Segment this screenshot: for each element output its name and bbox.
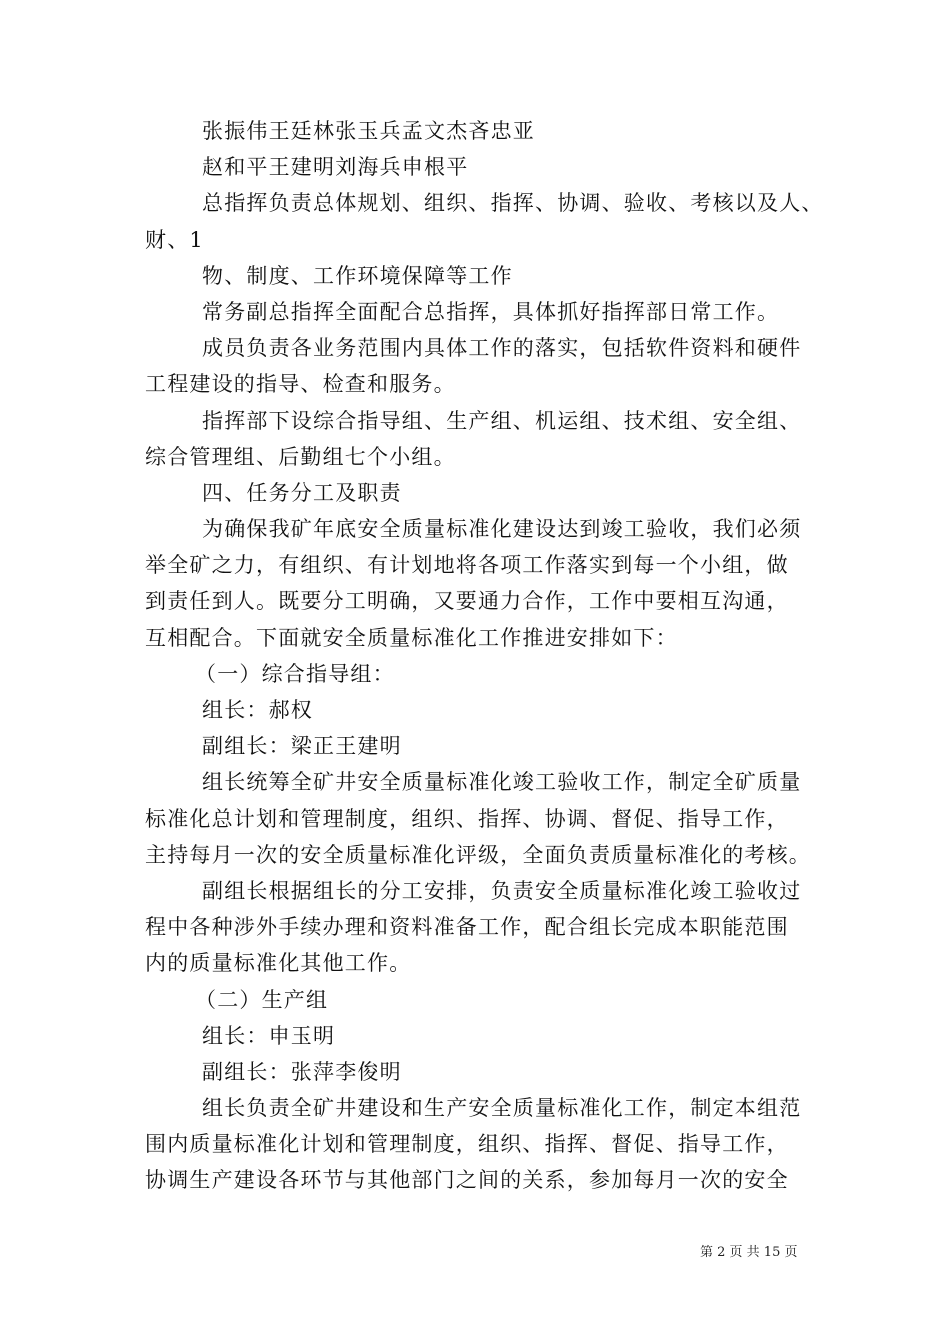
text-line: 组长：申玉明 [202,1023,336,1048]
text-line: 内的质量标准化其他工作。 [145,951,412,976]
text-line: 协调生产建设各环节与其他部门之间的关系，参加每月一次的安全 [145,1168,789,1193]
text-line: 到责任到人。既要分工明确，又要通力合作，工作中要相互沟通， [145,589,789,614]
text-line: （一）综合指导组： [195,661,395,686]
text-line: 综合管理组、后勤组七个小组。 [145,444,456,469]
text-line: 举全矿之力，有组织、有计划地将各项工作落实到每一个小组，做 [145,553,789,578]
text-line: 四、任务分工及职责 [202,480,402,505]
text-line: 组长负责全矿井建设和生产安全质量标准化工作，制定本组范 [202,1096,802,1121]
text-line: 主持每月一次的安全质量标准化评级，全面负责质量标准化的考核。 [145,842,811,867]
text-line: 工程建设的指导、检查和服务。 [145,372,456,397]
text-line: 组长：郝权 [202,698,313,722]
text-line: 程中各种涉外手续办理和资料准备工作，配合组长完成本职能范围 [145,915,789,940]
text-line: 常务副总指挥全面配合总指挥，具体抓好指挥部日常工作。 [202,299,780,324]
text-line: 指挥部下设综合指导组、生产组、机运组、技术组、安全组、 [202,408,802,433]
text-line: 副组长根据组长的分工安排，负责安全质量标准化竣工验收过 [202,878,802,903]
text-line: （二）生产组 [195,987,329,1012]
text-line: 副组长：梁正王建明 [202,734,402,759]
text-line: 组长统筹全矿井安全质量标准化竣工验收工作，制定全矿质量 [202,770,802,795]
text-line: 互相配合。下面就安全质量标准化工作推进安排如下： [145,625,678,650]
text-line: 赵和平王建明刘海兵申根平 [202,155,469,180]
document-body [145,113,825,1199]
text-line: 财、1 [145,227,204,252]
text-line: 副组长：张萍李俊明 [202,1059,402,1084]
text-line: 总指挥负责总体规划、组织、指挥、协调、验收、考核以及人、 [202,191,824,216]
text-line: 围内质量标准化计划和管理制度，组织、指挥、督促、指导工作， [145,1132,789,1157]
text-line: 张振伟王廷林张玉兵孟文杰吝忠亚 [202,119,535,143]
text-line: 为确保我矿年底安全质量标准化建设达到竣工验收，我们必须 [202,517,802,542]
text-line: 标准化总计划和管理制度，组织、指挥、协调、督促、指导工作， [145,806,789,831]
text-line: 物、制度、工作环境保障等工作 [202,263,513,288]
text-line: 成员负责各业务范围内具体工作的落实，包括软件资料和硬件 [202,336,802,361]
page-number-footer: 第 2 页 共 15 页 [700,1245,798,1260]
